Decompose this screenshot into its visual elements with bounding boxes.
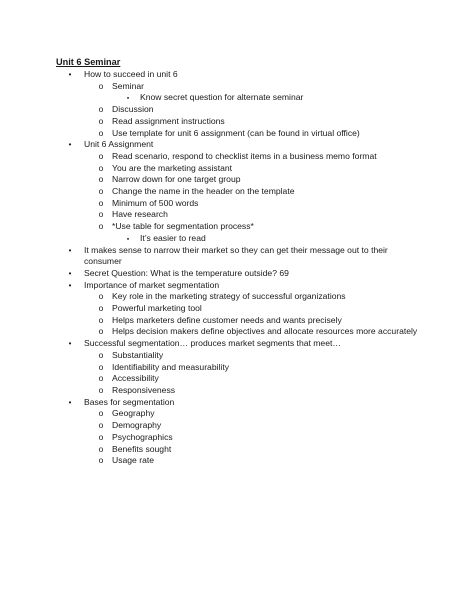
outline-item-level-2 [0,455,474,467]
bullet-icon: o [98,408,104,419]
bullet-icon: o [98,455,104,466]
outline-item-level-2 [0,385,474,397]
bullet-icon: o [98,115,104,126]
outline-item-level-2 [0,373,474,385]
outline-item-level-2 [0,408,474,420]
outline-item-text: Discussion [112,104,154,115]
outline-item-level-2 [0,151,474,163]
bullet-icon: o [98,174,104,185]
bullet-icon: o [98,291,104,302]
outline-item-text: Change the name in the header on the template [112,186,295,197]
outline-item-level-2 [0,291,474,303]
outline-item-level-1 [0,268,474,280]
bullet-icon: ▪ [126,95,130,103]
outline-item-level-2 [0,444,474,456]
bullet-icon: o [98,443,104,454]
outline-item-text: Substantiality [112,349,164,360]
bullet-icon: • [68,397,72,407]
bullet-icon: o [98,186,104,197]
bullet-icon: o [98,384,104,395]
outline-item-text: Minimum of 500 words [112,197,199,208]
outline-item-level-3 [0,233,474,245]
outline-item-level-1 [0,397,474,409]
bullet-icon: o [98,162,104,173]
outline-item-text: Have research [112,209,168,220]
outline-item-level-2 [0,163,474,175]
outline-item-level-2 [0,128,474,140]
outline-item-text: Psychographics [112,431,173,442]
outline-item-level-2 [0,174,474,186]
outline-item-text: Helps decision makers define objectives and allocate resources more accurately [112,326,418,337]
bullet-icon: o [98,150,104,161]
bullet-icon: o [98,314,104,325]
bullet-icon: • [68,339,72,349]
outline-item-text: Use template for unit 6 assignment (can be found in virtual office) [112,127,360,138]
outline-item-text: *Use table for segmentation process* [112,221,254,232]
outline-item-level-1 [0,338,474,350]
outline-item-level-2 [0,303,474,315]
outline-item-text: Helps marketers define customer needs and wants precisely [112,314,342,325]
bullet-icon: o [98,80,104,91]
outline-item-text: Know secret question for alternate seminar [140,92,304,103]
outline-item-level-1 [0,139,474,151]
outline-item-text: Accessibility [112,373,159,384]
outline-item-level-2 [0,326,474,338]
outline-item-text: Secret Question: What is the temperature outside? 69 [84,267,289,278]
bullet-icon: o [98,127,104,138]
outline-item-text: Benefits sought [112,443,172,454]
bullet-icon: o [98,303,104,314]
outline-item-level-2 [0,221,474,233]
outline-item-text: Narrow down for one target group [112,174,241,185]
bullet-icon: o [98,420,104,431]
document-title: Unit 6 Seminar [56,57,121,67]
outline-item-level-1 [0,69,474,81]
outline-item-text: Powerful marketing tool [112,303,202,314]
outline-item-level-2 [0,315,474,327]
outline-item-text: How to succeed in unit 6 [84,69,178,79]
outline-item-level-2 [0,432,474,444]
outline-item-level-2 [0,350,474,362]
outline-item-level-2 [0,116,474,128]
notes-outline [0,69,474,467]
outline-item-text: It makes sense to narrow their market so they can get their message out to their consumer [84,244,388,267]
outline-item-text: Geography [112,408,155,419]
bullet-icon: o [98,373,104,384]
outline-item-text: Demography [112,420,162,431]
outline-item-text: You are the marketing assistant [112,162,233,173]
bullet-icon: ▪ [126,235,130,243]
bullet-icon: • [68,140,72,150]
outline-item-level-2 [0,104,474,116]
outline-item-level-2 [0,420,474,432]
outline-item-level-1 [0,280,474,292]
outline-item-level-2 [0,362,474,374]
outline-item-level-3 [0,92,474,104]
outline-item-level-1 [0,245,394,268]
bullet-icon: • [68,70,72,79]
bullet-icon: • [68,268,72,278]
outline-item-text: Successful segmentation… produces market segments that meet… [84,338,341,349]
outline-item-text: Key role in the marketing strategy of successful organizations [112,291,346,302]
outline-item-level-2 [0,209,474,221]
bullet-icon: o [98,349,104,360]
bullet-icon: o [98,104,104,115]
outline-item-text: Identifiability and measurability [112,361,230,372]
outline-item-text: Importance of market segmentation [84,279,220,290]
bullet-icon: • [68,245,72,255]
outline-item-text: Read scenario, respond to checklist items in a business memo format [112,150,377,161]
outline-item-level-2 [0,81,474,93]
bullet-icon: o [98,221,104,232]
bullet-icon: o [98,197,104,208]
bullet-icon: o [98,209,104,220]
outline-item-text: It’s easier to read [140,232,206,243]
outline-item-level-2 [0,186,474,198]
bullet-icon: o [98,361,104,372]
outline-item-text: Read assignment instructions [112,115,225,126]
outline-item-text: Responsiveness [112,384,176,395]
outline-item-text: Bases for segmentation [84,396,175,407]
outline-item-text: Usage rate [112,455,155,466]
outline-item-text: Unit 6 Assignment [84,139,154,150]
outline-item-text: Seminar [112,80,144,91]
bullet-icon: o [98,431,104,442]
bullet-icon: o [98,326,104,337]
outline-item-level-2 [0,198,474,210]
bullet-icon: • [68,280,72,290]
